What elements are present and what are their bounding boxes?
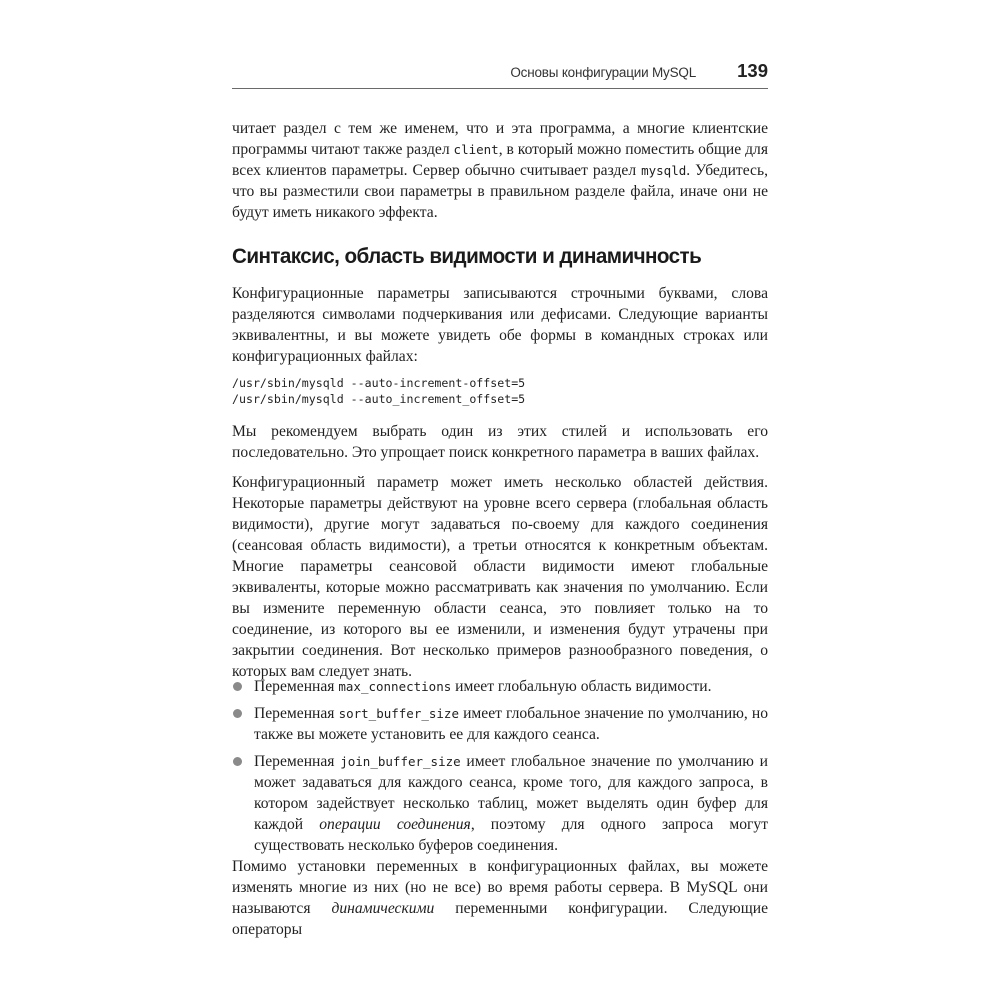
text-run: имеет глобальное значение по умолчанию и может задаваться для каждого сеанса, кроме того, для каждого запроса, в котором задействует несколько таблиц, может выделять один буфер для каждой bbox=[254, 753, 768, 833]
inline-code-mysqld: mysqld bbox=[641, 163, 687, 178]
paragraph-text bbox=[232, 118, 768, 223]
text-run: имеет глобальное значение по умолчанию, но также вы можете установить ее для каждого сеанса. bbox=[254, 705, 768, 743]
code-line: /usr/sbin/mysqld --auto_increment_offset=5 bbox=[232, 392, 526, 406]
text-run: Переменная bbox=[254, 753, 341, 770]
inline-code-variable: max_connections bbox=[338, 679, 452, 694]
running-title: Основы конфигурации MySQL bbox=[510, 65, 696, 80]
text-run: Переменная bbox=[254, 678, 339, 695]
emphasis-term: динамическими bbox=[331, 900, 435, 917]
bullet-icon bbox=[233, 757, 242, 766]
section-heading: Синтаксис, область видимости и динамичность bbox=[232, 244, 702, 268]
code-block bbox=[232, 375, 768, 407]
text-run: переменными конфигурации. Следующие операторы bbox=[232, 900, 768, 938]
paragraph-scopes bbox=[232, 472, 768, 682]
paragraph-text: Мы рекомендуем выбрать один из этих стилей и использовать его последовательно. Это упрощает поиск конкретного параметра в ваших файлах. bbox=[232, 423, 768, 461]
bullet-icon bbox=[233, 682, 242, 691]
text-run: Помимо установки переменных в конфигурационных файлах, вы можете изменять многие из них (но не все) во время работы сервера. В MySQL они называются bbox=[232, 858, 768, 917]
paragraph-text bbox=[232, 856, 768, 940]
text-run: Переменная bbox=[254, 705, 339, 722]
paragraph-text: Конфигурационные параметры записываются строчными буквами, слова разделяются символами подчеркивания или дефисами. Следующие варианты эквивалентны, и вы можете увидеть обе формы в командных строках или конфигурационных файлах: bbox=[232, 285, 768, 365]
inline-code-variable: sort_buffer_size bbox=[338, 706, 459, 721]
text-run: . Убедитесь, что вы разместили свои параметры в правильном разделе файла, иначе они не будут иметь никакого эффекта. bbox=[232, 162, 768, 221]
inline-code-variable: join_buffer_size bbox=[340, 754, 461, 769]
inline-code-client: client bbox=[453, 142, 499, 157]
running-header bbox=[232, 58, 768, 89]
paragraph-text: Конфигурационный параметр может иметь несколько областей действия. Некоторые параметры действуют на уровне всего сервера (глобальная область видимости), другие могут задаваться по-своему для каждого соединения (сеансовая область видимости), а третьи относятся к конкретным объектам. Многие параметры сеансовой области видимости имеют глобальные эквиваленты, которые можно рассматривать как значения по умолчанию. Если вы измените переменную области сеанса, это повлияет только на то соединение, из которого вы ее изменили, и изменения будут утрачены при закрытии соединения. Вот несколько примеров разнообразного поведения, о которых вам следует знать. bbox=[232, 474, 768, 680]
text-run: , в который можно поместить общие для всех клиентов параметры. Сервер обычно считывает раздел bbox=[232, 141, 768, 179]
list-item bbox=[232, 676, 768, 697]
list-item bbox=[232, 703, 768, 745]
list-item bbox=[232, 751, 768, 856]
bullet-icon bbox=[233, 709, 242, 718]
emphasis-term: операции соединения bbox=[319, 816, 471, 833]
text-run: имеет глобальную область видимости. bbox=[451, 678, 712, 695]
bullet-list bbox=[232, 676, 768, 862]
paragraph-style-recommendation bbox=[232, 421, 768, 463]
text-run: читает раздел с тем же именем, что и эта программа, а многие клиентские программы читают также раздел bbox=[232, 120, 768, 158]
code-line: /usr/sbin/mysqld --auto-increment-offset=5 bbox=[232, 376, 526, 390]
paragraph-syntax bbox=[232, 283, 768, 367]
text-run: , поэтому для одного запроса могут существовать несколько буферов соединения. bbox=[254, 816, 769, 854]
paragraph-section-options bbox=[232, 118, 768, 223]
page-number: 139 bbox=[737, 60, 768, 81]
paragraph-dynamic-variables bbox=[232, 856, 768, 940]
